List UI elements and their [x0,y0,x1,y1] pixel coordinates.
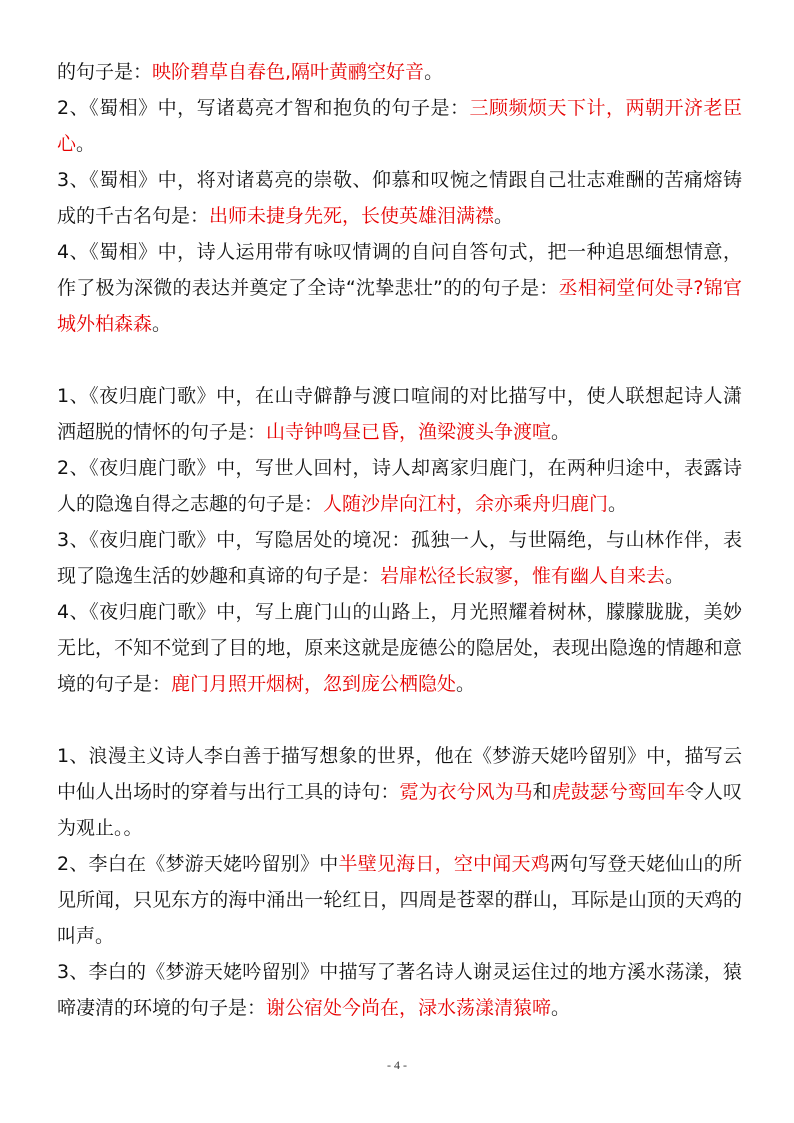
text-run: 4、《蜀相》中，诗人运用带有咏叹情调的自问自答句式，把一种追思缅想情意，作了极为深微的表达并奠定了全诗“沈挚悲壮”的的句子是： [57,241,742,299]
text-run: 的句子是： [57,61,153,83]
text-run: 2、李白在《梦游天姥吟留别》中 [57,853,339,875]
text-run: 1、《夜归鹿门歌》中，在山寺僻静与渡口喧闹的对比描写中，使人联想起诗人潇洒超脱的情怀的句子是： [57,385,742,443]
highlighted-quote: 映阶碧草自春色,隔叶黄鹂空好音 [152,61,425,83]
paragraph [57,162,742,234]
text-run: 。 [665,565,685,587]
text-run: 。 [551,997,571,1019]
highlighted-quote: 出师未捷身先死，长使英雄泪满襟 [209,205,495,227]
section-gap [57,702,742,738]
text-run: 。 [456,673,476,695]
paragraph [57,594,742,702]
text-run: 令人叹为观止。。 [57,781,742,839]
section-gap [57,342,742,378]
section-shu-xiang [57,54,742,342]
highlighted-quote: 山寺钟鸣昼已昏，渔梁渡头争渡喧 [266,421,552,443]
text-run: 和 [532,781,552,803]
text-run: 4、《夜归鹿门歌》中，写上鹿门山的山路上，月光照耀着树林，朦朦胧胧，美妙无比，不知不觉到了目的地，原来这就是庞德公的隐居处，表现出隐逸的情趣和意境的句子是： [57,601,742,695]
highlighted-quote: 谢公宿处今尚在，渌水荡漾清猿啼 [266,997,552,1019]
text-run: 。 [152,313,172,335]
highlighted-quote: 半壁见海日，空中闻天鸡 [338,853,550,875]
highlighted-quote: 霓为衣兮风为马 [399,781,533,803]
section-meng-you-tian-mu [57,738,742,1026]
text-run: 3、《夜归鹿门歌》中，写隐居处的境况：孤独一人，与世隔绝，与山林作伴，表现了隐逸生活的妙趣和真谛的句子是： [57,529,742,587]
text-run: 。 [551,421,571,443]
paragraph [57,846,742,954]
text-run: 。 [424,61,444,83]
section-ye-gui-lu-men-ge [57,378,742,702]
text-run: 2、《夜归鹿门歌》中，写世人回村，诗人却离家归鹿门，在两种归途中，表露诗人的隐逸自得之志趣的句子是： [57,457,742,515]
paragraph [57,234,742,342]
text-run: 3、《蜀相》中，将对诸葛亮的崇敬、仰慕和叹惋之情跟自己壮志难酬的苦痛熔铸成的千古名句是： [57,169,742,227]
paragraph [57,90,742,162]
text-run: 。 [76,133,96,155]
page-number: - 4 - [387,1058,407,1072]
highlighted-quote: 人随沙岸向江村，余亦乘舟归鹿门 [323,493,609,515]
text-run: 两句写登天姥仙山的所见所闻，只见东方的海中涌出一轮红日，四周是苍翠的群山，耳际是山顶的天鸡的叫声。 [57,853,742,947]
paragraph [57,522,742,594]
document-body [57,54,742,1026]
highlighted-quote: 丞相祠堂何处寻?锦官城外柏森森 [57,277,742,335]
paragraph [57,738,742,846]
paragraph [57,54,742,90]
highlighted-quote: 三顾频烦天下计，两朝开济老臣心 [57,97,742,155]
highlighted-quote: 虎鼓瑟兮鸾回车 [551,781,685,803]
paragraph [57,378,742,450]
text-run: 。 [494,205,514,227]
text-run: 。 [608,493,628,515]
highlighted-quote: 鹿门月照开烟树，忽到庞公栖隐处 [171,673,457,695]
paragraph [57,954,742,1026]
paragraph [57,450,742,522]
text-run: 1、浪漫主义诗人李白善于描写想象的世界，他在《梦游天姥吟留别》中，描写云中仙人出场时的穿着与出行工具的诗句： [57,745,742,803]
text-run: 2、《蜀相》中，写诸葛亮才智和抱负的句子是： [57,97,470,119]
text-run: 3、李白的《梦游天姥吟留别》中描写了著名诗人谢灵运住过的地方溪水荡漾，猿啼凄清的环境的句子是： [57,961,742,1019]
highlighted-quote: 岩扉松径长寂寥，惟有幽人自来去 [380,565,666,587]
